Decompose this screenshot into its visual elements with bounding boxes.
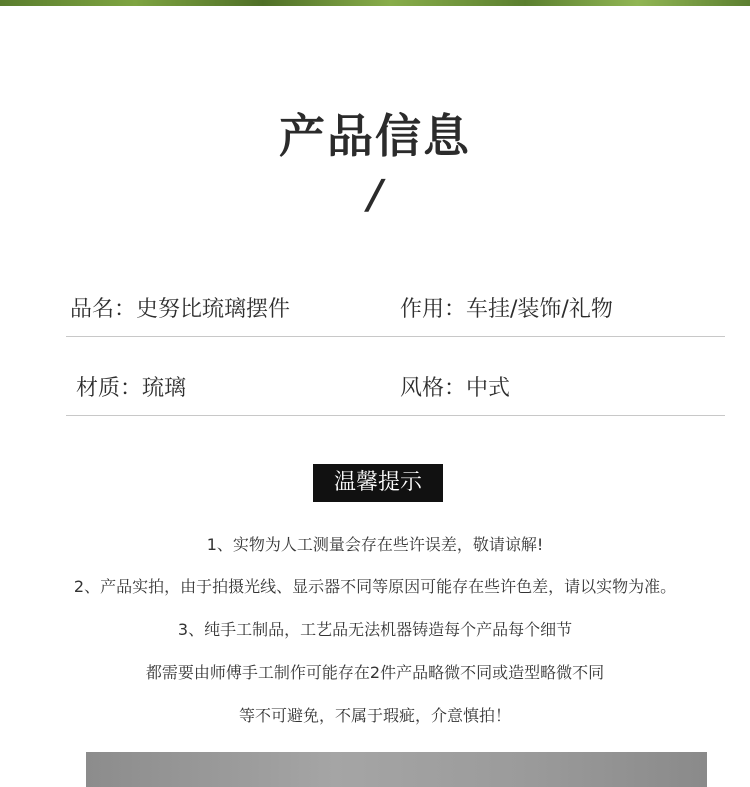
notice-line: 1、实物为人工测量会存在些许误差，敬请谅解! <box>206 535 544 554</box>
notice-line: 都需要由师傅手工制作可能存在2件产品略微不同或造型略微不同 <box>145 663 605 682</box>
title-divider: / <box>362 172 388 218</box>
info-row <box>66 276 725 337</box>
info-row <box>66 355 725 416</box>
notice-line: 等不可避免，不属于瑕疵，介意慎拍！ <box>238 706 511 725</box>
section-title: 产品信息 <box>279 109 471 163</box>
product-style-field: 风格：中式 <box>400 376 511 401</box>
notice-badge: 温馨提示 <box>313 464 443 502</box>
notice-line: 2、产品实拍，由于拍摄光线、显示器不同等原因可能存在些许色差，请以实物为准。 <box>73 577 677 596</box>
notice-line: 3、纯手工制品，工艺品无法机器铸造每个产品每个细节 <box>177 620 573 639</box>
product-material-field: 材质：琉璃 <box>76 376 187 401</box>
product-usage-field: 作用：车挂/装饰/礼物 <box>400 297 613 322</box>
product-name-field: 品名：史努比琉璃摆件 <box>70 297 291 322</box>
product-photo <box>86 752 707 787</box>
top-banner-photo-edge <box>0 0 750 6</box>
